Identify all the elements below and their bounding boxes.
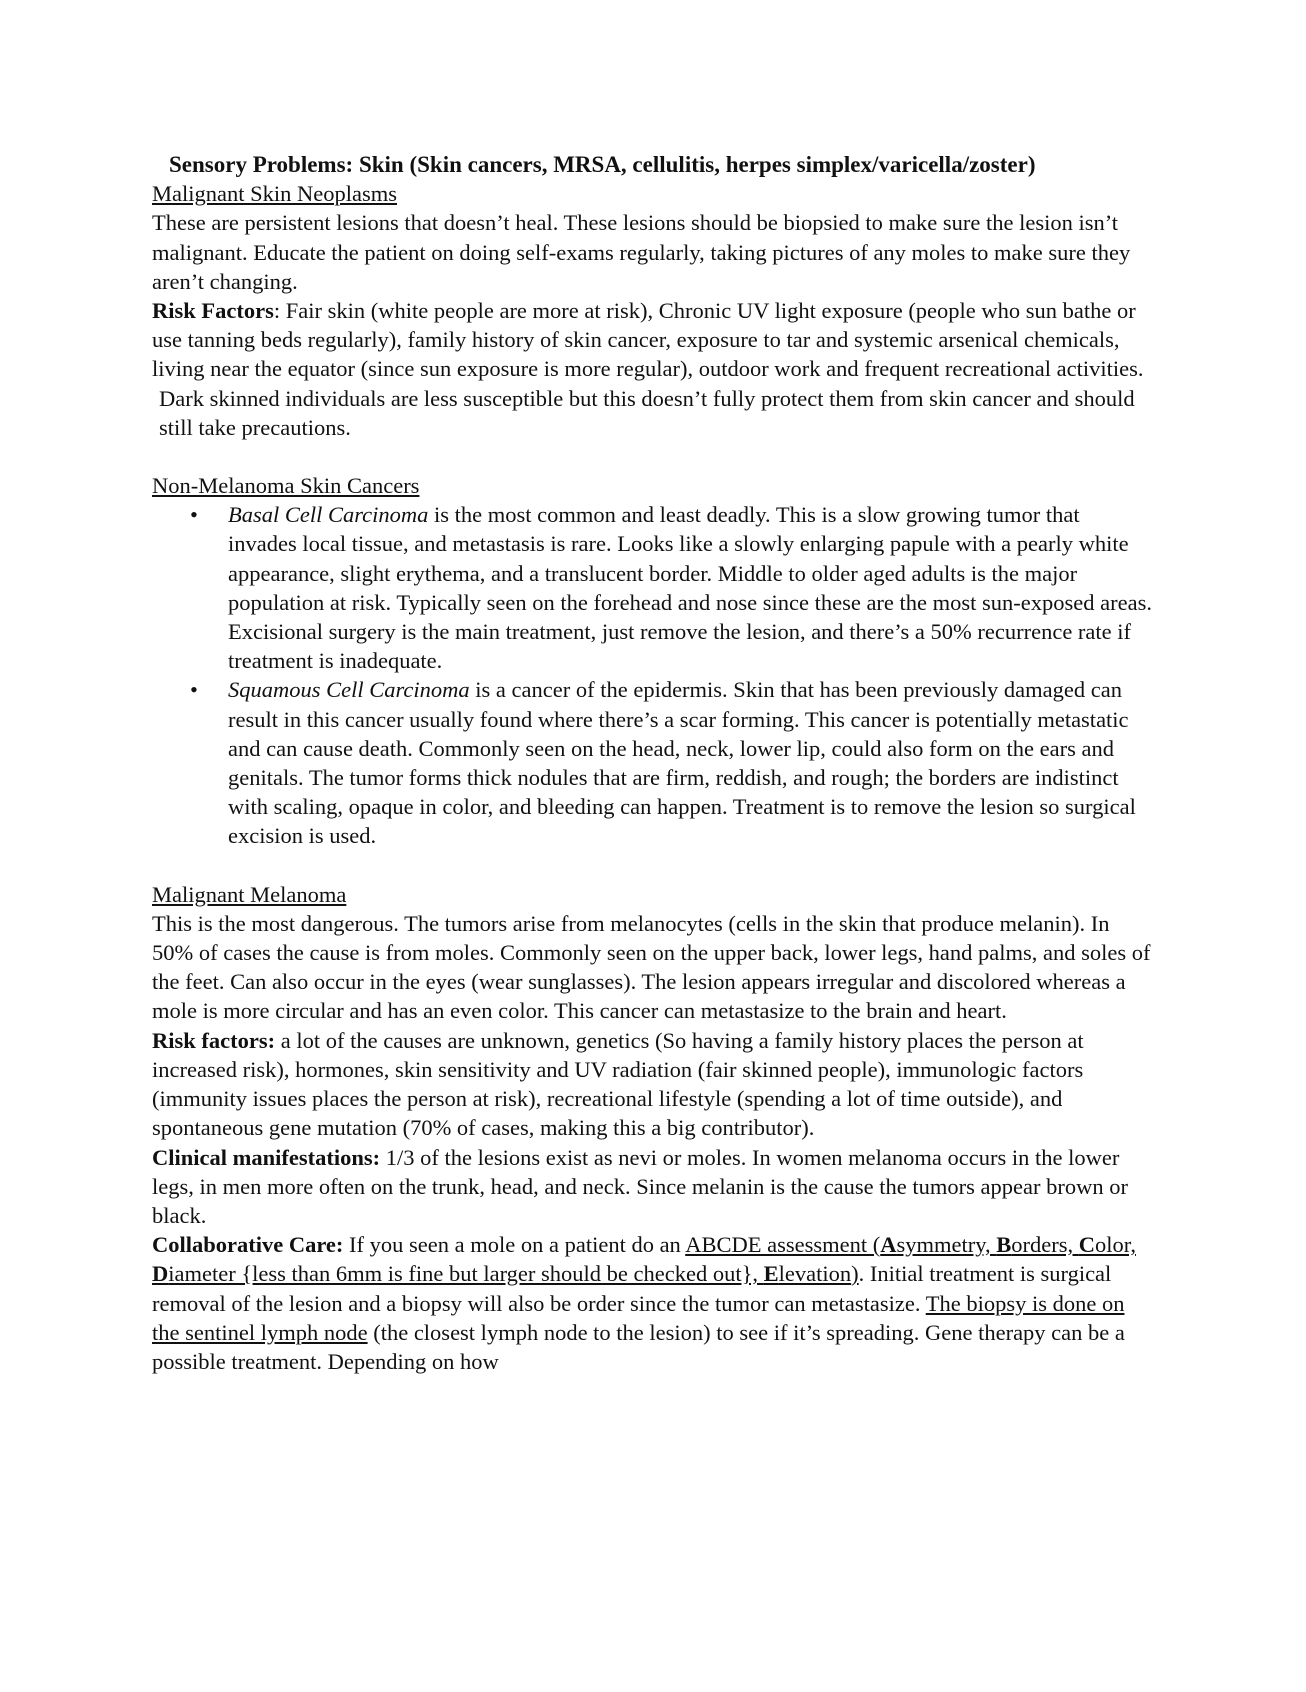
melanoma-risk-label: Risk factors: xyxy=(152,1027,276,1053)
document-body xyxy=(152,150,1152,1376)
abcde-intro: ABCDE assessment ( xyxy=(685,1232,881,1258)
term-basal-cell-carcinoma: Basal Cell Carcinoma xyxy=(228,502,429,528)
risk-factors-text: : Fair skin (white people are more at risk), Chronic UV light exposure (people who sun bathe or use tanning beds regularly), family history of skin cancer, exposure to tar and systemic arsenical chemicals, living near the equator (since sun exposure is more regular), outdoor work and frequent recreational activities. xyxy=(152,298,1144,382)
abcde-asymmetry: symmetry, xyxy=(896,1232,997,1258)
clinical-manifestations-text: 1/3 of the lesions exist as nevi or moles. In women melanoma occurs in the lower legs, in men more often on the trunk, head, and neck. Since melanin is the cause the tumors appear brown or black. xyxy=(152,1144,1128,1228)
clinical-manifestations-paragraph xyxy=(152,1143,1152,1231)
abcde-letter-d: D xyxy=(152,1261,169,1287)
melanoma-risk-text: a lot of the causes are unknown, genetics (So having a family history places the person at increased risk), hormones, skin sensitivity and UV radiation (fair skinned people), immunologic factors (immunity issues places the person at risk), recreational lifestyle (spending a lot of time outside), and spontaneous gene mutation (70% of cases, making this a big contributor). xyxy=(152,1027,1084,1141)
abcde-letter-e: E xyxy=(763,1261,779,1287)
section-heading-malignant-skin-neoplasms: Malignant Skin Neoplasms xyxy=(152,181,397,207)
section-heading-malignant-melanoma: Malignant Melanoma xyxy=(152,881,347,907)
clinical-manifestations-label: Clinical manifestations: xyxy=(152,1144,381,1170)
page-title: Sensory Problems: Skin (Skin cancers, MRSA, cellulitis, herpes simplex/varicella/zoster) xyxy=(169,152,1036,177)
abcde-letter-c: C xyxy=(1078,1232,1095,1258)
squamous-cell-description: is a cancer of the epidermis. Skin that has been previously damaged can result in this cancer usually found where there’s a scar forming. This cancer is potentially metastatic and can cause death. Commonly seen on the head, neck, lower lip, could also form on the ears and genitals. The tumor forms thick nodules that are firm, reddish, and rough; the borders are indistinct with scaling, opaque in color, and bleeding can happen. Treatment is to remove the lesion so surgical excision is used. xyxy=(228,677,1136,849)
bullet-icon: • xyxy=(190,677,198,703)
melanoma-risk-factors-paragraph xyxy=(152,1026,1152,1143)
abcde-close: ) xyxy=(851,1261,859,1287)
spacer xyxy=(152,442,1152,471)
collaborative-care-label: Collaborative Care: xyxy=(152,1232,344,1258)
dark-skin-note-paragraph: Dark skinned individuals are less susceptible but this doesn’t fully protect them from skin cancer and should still take precautions. xyxy=(159,385,1135,440)
list-item-squamous-cell xyxy=(152,675,1152,850)
abcde-letter-b: B xyxy=(996,1232,1012,1258)
biopsy-sentinel-node-text: The biopsy is done on the sentinel lymph node xyxy=(152,1290,1125,1345)
neoplasms-risk-factors-paragraph xyxy=(152,296,1152,384)
non-melanoma-list xyxy=(152,500,1152,850)
basal-cell-description: is the most common and least deadly. This is a slow growing tumor that invades local tissue, and metastasis is rare. Looks like a slowly enlarging papule with a pearly white appearance, slight erythema, and a translucent border. Middle to older aged adults is the major population at risk. Typically seen on the forehead and nose since these are the most sun-exposed areas. Excisional surgery is the main treatment, just remove the lesion, and there’s a 50% recurrence rate if treatment is inadequate. xyxy=(228,502,1152,674)
term-squamous-cell-carcinoma: Squamous Cell Carcinoma xyxy=(228,677,470,703)
collaborative-care-text-3: (the closest lymph node to the lesion) to see if it’s spreading. Gene therapy can be a possible treatment. Depending on how xyxy=(152,1319,1125,1374)
abcde-letter-a: A xyxy=(880,1232,897,1258)
melanoma-intro-paragraph: This is the most dangerous. The tumors arise from melanocytes (cells in the skin that produce melanin). In 50% of cases the cause is from moles. Commonly seen on the upper back, lower legs, hand palms, and soles of the feet. Can also occur in the eyes (wear sunglasses). The lesion appears irregular and discolored whereas a mole is more circular and has an even color. This cancer can metastasize to the brain and heart. xyxy=(152,910,1151,1024)
section-heading-non-melanoma: Non-Melanoma Skin Cancers xyxy=(152,473,420,499)
list-item-basal-cell xyxy=(152,500,1152,675)
abcde-borders: orders, xyxy=(1011,1232,1079,1258)
spacer xyxy=(152,851,1152,880)
abcde-diameter: iameter {less than 6mm is fine but larger should be checked out}, xyxy=(168,1261,764,1287)
collaborative-care-text-2: . Initial treatment is surgical removal of the lesion and a biopsy will also be order since the tumor can metastasize. xyxy=(152,1261,1112,1316)
collaborative-care-text-1: If you seen a mole on a patient do an xyxy=(343,1232,686,1258)
risk-factors-label: Risk Factors xyxy=(152,298,274,324)
neoplasms-intro-paragraph: These are persistent lesions that doesn’t heal. These lesions should be biopsied to make sure the lesion isn’t malignant. Educate the patient on doing self-exams regularly, taking pictures of any moles to make sure they aren’t changing. xyxy=(152,210,1131,294)
collaborative-care-paragraph xyxy=(152,1230,1152,1376)
bullet-icon: • xyxy=(190,502,198,528)
abcde-color: olor, xyxy=(1094,1232,1136,1258)
abcde-elevation: levation xyxy=(778,1261,852,1287)
